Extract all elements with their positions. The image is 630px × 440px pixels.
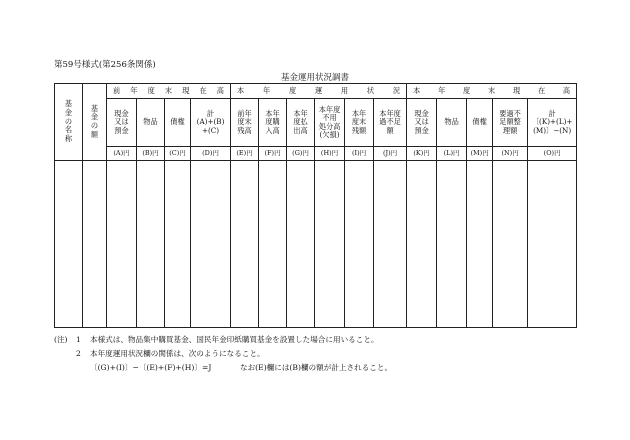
column-unit-label: (H)円 <box>320 148 339 157</box>
group-heading-char: 況 <box>392 85 401 95</box>
group-heading-char: 高 <box>216 85 224 95</box>
group-heading-char: 前 <box>113 85 121 95</box>
column-header <box>231 99 259 147</box>
column-header-label: 計 (A)+(B) +(C) <box>196 109 225 135</box>
entry-cell[interactable] <box>345 161 374 328</box>
group-heading-char: 度 <box>463 85 471 95</box>
column-unit-label: (M)円 <box>470 148 489 157</box>
entry-cell[interactable] <box>55 161 83 328</box>
entry-cell[interactable] <box>191 161 231 328</box>
column-unit-label: (I)円 <box>351 148 367 157</box>
note-text: 本様式は、物品集中購買基金、国民年金印紙購買基金を設置した場合に用いること。 <box>90 335 379 344</box>
note-formula: 〔(G)+(I)〕−〔(E)+(F)+(H)〕=J <box>90 363 212 372</box>
col-fund-name: 基金の名称 <box>55 84 83 161</box>
col-fund-amount: 基金の額 <box>83 84 107 161</box>
group-current-year-operation <box>231 84 407 99</box>
column-unit <box>374 147 407 161</box>
column-unit-label: (O)円 <box>543 148 561 157</box>
note-number: 2 <box>76 349 81 358</box>
note-number: 1 <box>76 335 81 344</box>
entry-cell[interactable] <box>315 161 345 328</box>
column-header <box>407 99 437 147</box>
entry-cell[interactable] <box>259 161 287 328</box>
group-heading-char: 用 <box>340 85 349 95</box>
column-unit <box>259 147 287 161</box>
column-unit <box>231 147 259 161</box>
column-header-label: 本年度購入高 <box>265 108 280 135</box>
group-heading-char: 現 <box>512 85 521 95</box>
group-heading-char: 高 <box>562 85 571 95</box>
column-unit-label: (A)円 <box>113 148 130 157</box>
column-header-label: 本年度払出高 <box>293 108 308 135</box>
column-header <box>315 99 345 147</box>
entry-cell[interactable] <box>137 161 165 328</box>
group-heading-char: 年 <box>130 85 138 95</box>
column-header <box>107 99 137 147</box>
entry-cell[interactable] <box>165 161 191 328</box>
column-header <box>137 99 165 147</box>
entry-cell[interactable] <box>467 161 493 328</box>
column-unit-label: (F)円 <box>264 148 281 157</box>
column-header <box>287 99 315 147</box>
column-header-label: 現金又は預金 <box>414 108 429 135</box>
column-unit <box>137 147 165 161</box>
column-header <box>528 99 577 147</box>
column-unit-label: (E)円 <box>236 148 253 157</box>
note-formula-remark: なお(E)欄には(B)欄の額が計上されること。 <box>240 363 393 372</box>
group-heading-char: 現 <box>182 85 190 95</box>
column-header <box>191 99 231 147</box>
column-header <box>345 99 374 147</box>
column-unit-label: (L)円 <box>443 148 460 157</box>
group-heading-char: 年 <box>438 85 446 95</box>
column-header-label: 本年度 過不足 額 <box>379 109 401 135</box>
column-header-label: 本年度末残額 <box>351 108 367 135</box>
column-unit <box>407 147 437 161</box>
column-unit <box>345 147 374 161</box>
column-unit <box>287 147 315 161</box>
column-header-label: 現金又は預金 <box>114 108 129 135</box>
group-prev-year-balance <box>107 84 231 99</box>
entry-cell[interactable] <box>83 161 107 328</box>
column-header-label: 物品 <box>444 117 459 127</box>
group-current-year-balance <box>407 84 577 99</box>
entry-cell[interactable] <box>107 161 137 328</box>
group-heading-char: 本 <box>237 85 245 95</box>
entry-cell[interactable] <box>231 161 259 328</box>
column-unit <box>467 147 493 161</box>
entry-cell[interactable] <box>493 161 528 328</box>
column-unit <box>493 147 528 161</box>
column-header <box>467 99 493 147</box>
column-unit-label: (J)円 <box>382 148 398 157</box>
column-unit <box>191 147 231 161</box>
group-heading-char: 度 <box>147 85 155 95</box>
column-unit-label: (C)円 <box>169 148 186 157</box>
column-unit-label: (D)円 <box>202 148 219 157</box>
column-unit-label: (N)円 <box>501 148 519 157</box>
group-heading-char: 本 <box>413 85 421 95</box>
form-number: 第59号様式(第256条関係) <box>54 60 156 70</box>
column-unit-label: (K)円 <box>413 148 430 157</box>
group-heading-char: 末 <box>164 85 173 95</box>
fund-status-table <box>54 83 577 328</box>
entry-cell[interactable] <box>437 161 467 328</box>
entry-cell[interactable] <box>407 161 437 328</box>
column-unit <box>165 147 191 161</box>
column-unit <box>107 147 137 161</box>
group-heading-char: 在 <box>199 85 207 95</box>
column-header <box>437 99 467 147</box>
column-unit <box>315 147 345 161</box>
column-unit <box>437 147 467 161</box>
note-text: 本年度運用状況欄の関係は、次のようになること。 <box>90 349 265 358</box>
group-heading-char: 在 <box>537 85 546 95</box>
notes <box>54 333 584 375</box>
column-header-label: 計 〔(K)+(L)+ (M)〕−(N) <box>531 109 573 135</box>
group-heading-char: 末 <box>488 85 496 95</box>
column-unit <box>528 147 577 161</box>
column-header <box>165 99 191 147</box>
column-header <box>259 99 287 147</box>
group-heading-char: 年 <box>263 85 271 95</box>
column-header-label: 債権 <box>170 117 185 127</box>
group-heading-char: 状 <box>366 85 375 95</box>
column-unit-label: (B)円 <box>142 148 159 157</box>
group-heading-char: 運 <box>314 85 323 95</box>
column-header <box>374 99 407 147</box>
form-title: 基金運用状況調書 <box>280 73 349 83</box>
column-header-label: 債権 <box>472 117 487 127</box>
group-heading-char: 度 <box>288 85 297 95</box>
column-header-label: 物品 <box>143 117 158 127</box>
notes-head: (注) <box>54 335 68 344</box>
column-header-label: 前年度末残高 <box>237 108 252 135</box>
entry-cell[interactable] <box>374 161 407 328</box>
column-header-label: 本年度 不用 処分高 (欠損) <box>318 104 341 139</box>
column-header <box>493 99 528 147</box>
column-header-label: 要過不 足額整 理額 <box>499 109 521 135</box>
entry-cell[interactable] <box>287 161 315 328</box>
entry-cell[interactable] <box>528 161 577 328</box>
column-unit-label: (G)円 <box>292 148 309 157</box>
